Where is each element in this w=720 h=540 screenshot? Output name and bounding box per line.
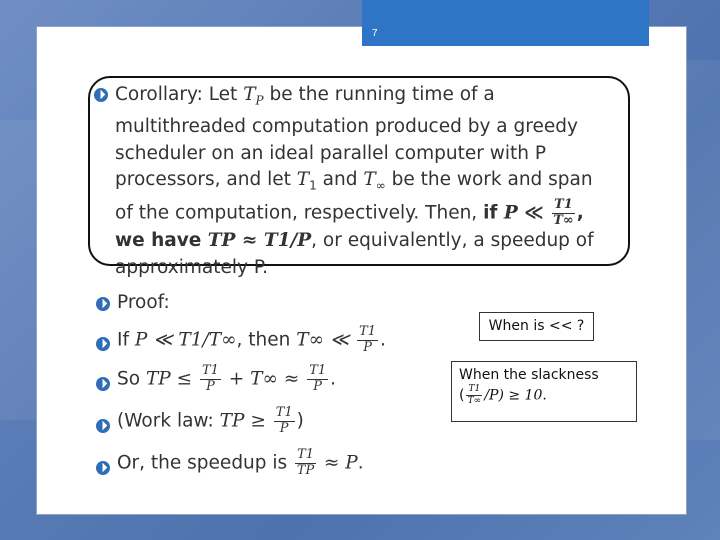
- fraction-numerator: T1: [359, 324, 377, 339]
- fraction-numerator: T1: [466, 385, 482, 396]
- answer-line-2: [459, 385, 636, 406]
- math-have-expr: TP ≈ T1/P: [207, 230, 312, 252]
- bullet-icon: [96, 297, 110, 311]
- fraction-numerator: T1: [202, 363, 219, 378]
- proof-line-5: [117, 449, 364, 478]
- math-fraction: [552, 199, 575, 228]
- proof-label: [117, 292, 170, 313]
- fraction-numerator: T1: [554, 197, 573, 213]
- proof-text: , then: [236, 329, 297, 351]
- proof-text: (Work law:: [117, 410, 220, 432]
- background-stripe: [685, 60, 720, 440]
- math-fraction: [200, 365, 221, 394]
- proof-label-text: Proof:: [117, 292, 170, 313]
- corollary-tail: , or equivalently, a speedup of approximately P.: [115, 230, 594, 278]
- corollary-have-label: , we have: [115, 202, 584, 252]
- proof-text: .: [357, 452, 364, 474]
- math-fraction: [466, 385, 482, 406]
- math-fraction: [274, 407, 295, 436]
- answer-line-1: When the slackness: [459, 367, 599, 383]
- math-fraction: [357, 326, 378, 355]
- proof-line-3: [117, 365, 336, 394]
- math-tp-sub: P: [255, 93, 264, 108]
- math-expr: TP ≥: [219, 410, 266, 432]
- fraction-denominator: T∞: [467, 396, 482, 407]
- page-number-tab: [362, 0, 649, 46]
- math-tp: T: [243, 84, 256, 105]
- math-op: ≪: [517, 202, 551, 224]
- corollary-intro: Corollary: Let: [115, 84, 244, 105]
- math-expr: TP ≤: [145, 368, 193, 390]
- question-text: When is << ?: [488, 318, 585, 334]
- fraction-denominator: P: [363, 339, 372, 355]
- math-expr: + T∞ ≈: [228, 368, 300, 390]
- background-stripe: [0, 120, 36, 420]
- page-number: 7: [372, 28, 378, 39]
- corollary-text-part: be the running time of a multithreaded computation produced by a greedy scheduler on an ideal parallel computer with P processors, and let: [115, 84, 578, 191]
- proof-line-4: [117, 407, 304, 436]
- proof-text: ): [296, 410, 304, 432]
- math-fraction: [307, 365, 328, 394]
- proof-text: .: [380, 329, 386, 351]
- fraction-denominator: P: [206, 378, 215, 394]
- math-tinf-sub: ∞: [375, 178, 386, 193]
- corollary-text-part: be the work and span of the computation, respectively. Then,: [115, 169, 593, 224]
- fraction-denominator: P: [279, 420, 289, 436]
- math-t1: T: [296, 169, 310, 191]
- math-tinf: T: [363, 169, 376, 191]
- bullet-icon: [96, 461, 110, 475]
- corollary-if-label: if: [483, 202, 504, 224]
- math-fraction: [295, 449, 316, 478]
- fraction-numerator: T1: [309, 363, 327, 378]
- fraction-denominator: P: [313, 378, 322, 394]
- fraction-numerator: T1: [297, 447, 314, 462]
- math-expr: ≈ P: [323, 452, 358, 474]
- fraction-numerator: T1: [275, 405, 293, 420]
- question-callout: [479, 312, 594, 341]
- math-expr: P ≪ T1/T∞: [134, 329, 237, 351]
- fraction-denominator: T∞: [553, 213, 574, 229]
- proof-text: So: [117, 368, 146, 390]
- answer-callout: [451, 361, 637, 422]
- math-p: P: [503, 202, 518, 224]
- corollary-and: and: [316, 169, 364, 191]
- bullet-icon: [96, 419, 110, 433]
- bullet-icon: [96, 337, 110, 351]
- answer-text: (: [459, 387, 465, 404]
- corollary-text: [115, 82, 615, 281]
- fraction-denominator: TP: [296, 462, 315, 478]
- math-expr: T∞ ≪: [296, 329, 350, 351]
- proof-text: Or, the speedup is: [117, 452, 294, 474]
- bullet-icon: [96, 377, 110, 391]
- proof-text: If: [117, 329, 135, 351]
- proof-text: .: [330, 368, 336, 390]
- bullet-icon: [94, 88, 108, 102]
- math-t1-sub: 1: [309, 178, 317, 193]
- proof-line-2: [117, 326, 386, 355]
- answer-math: /P) ≥ 10.: [484, 387, 547, 404]
